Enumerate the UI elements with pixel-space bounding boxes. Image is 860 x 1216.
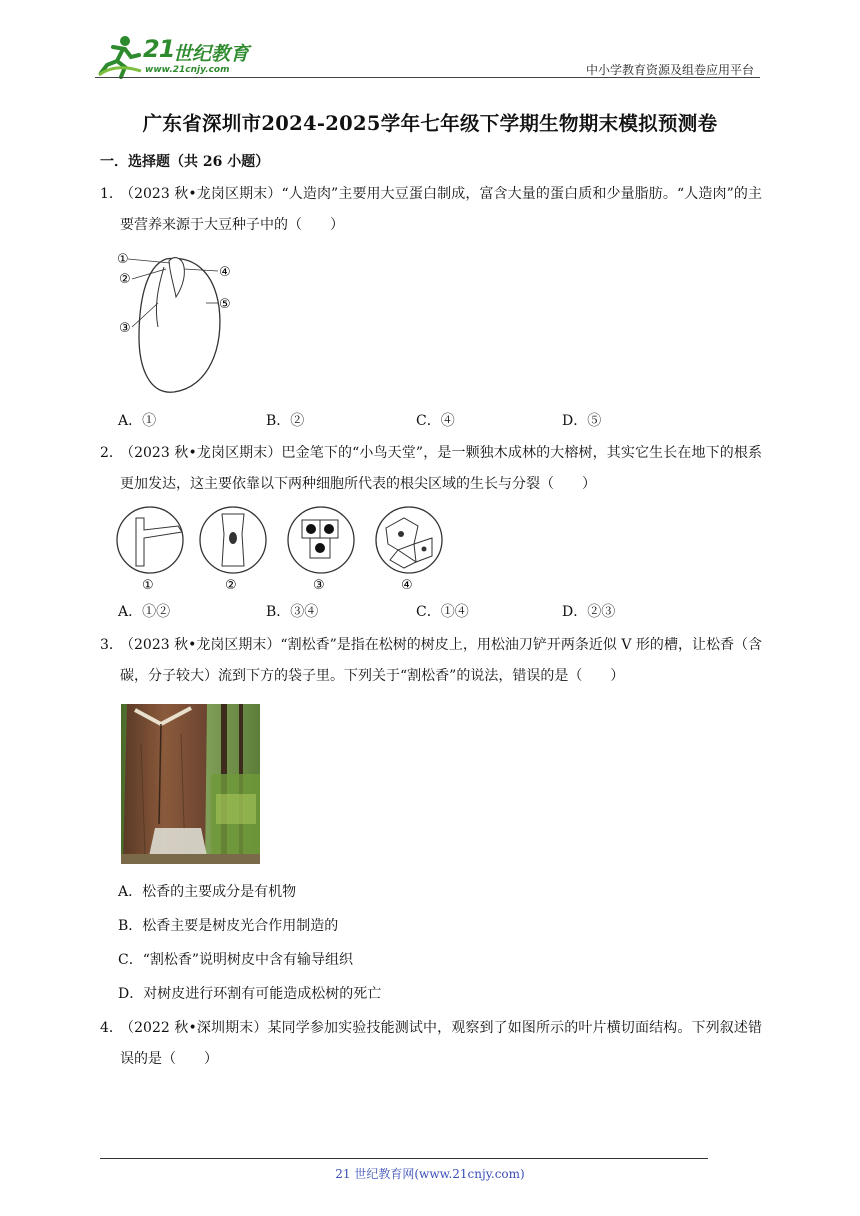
question-text: （2023 秋•龙岗区期末）“割松香”是指在松树的树皮上，用松油刀铲开两条近似 V 形的槽，让松香（含碳，分子较大）流到下方的袋子里。下列关于“割松香”的说法，错误的是（ ） [120, 637, 762, 684]
label-4: ④ [219, 265, 231, 280]
option-c[interactable]: C．①④ [416, 604, 469, 620]
label-3: ③ [313, 578, 325, 593]
label-3: ③ [119, 321, 131, 336]
logo-name: 世纪教育 [173, 43, 250, 65]
option-d[interactable]: D．对树皮进行环割有可能造成松树的死亡 [118, 986, 382, 1002]
question-number: 1． [100, 186, 123, 202]
logo-number: 21 [143, 35, 175, 63]
footer-divider [100, 1158, 708, 1159]
footer-link[interactable]: 21 世纪教育网(www.21cnjy.com) [335, 1167, 525, 1181]
section-heading: 一．选择题（共 26 小题） [100, 154, 270, 170]
label-4: ④ [401, 578, 413, 593]
label-1: ① [117, 252, 129, 267]
option-d[interactable]: D．⑤ [562, 413, 602, 429]
label-5: ⑤ [219, 297, 231, 312]
header-tagline: 中小学教育资源及组卷应用平台 [585, 63, 754, 77]
header-divider [95, 77, 760, 78]
option-b[interactable]: B．松香主要是树皮光合作用制造的 [118, 918, 339, 934]
label-2: ② [119, 272, 131, 287]
option-b[interactable]: B．③④ [266, 604, 319, 620]
option-a[interactable]: A．①② [118, 604, 171, 620]
question-1-options [118, 410, 718, 432]
question-3 [100, 630, 762, 692]
logo-url: www.21cnjy.com [145, 65, 230, 75]
root-cells-figure [114, 504, 454, 596]
question-2 [100, 438, 762, 500]
label-2: ② [225, 578, 237, 593]
page-title: 广东省深圳市2024-2025学年七年级下学期生物期末模拟预测卷 [142, 112, 718, 135]
question-text: （2023 秋•龙岗区期末）“人造肉”主要用大豆蛋白制成，富含大量的蛋白质和少量脂肪。“人造肉”的主要营养来源于大豆种子中的（ ） [120, 186, 762, 233]
option-c[interactable]: C．“割松香”说明树皮中含有输导组织 [118, 952, 354, 968]
option-c[interactable]: C．④ [416, 413, 455, 429]
option-a[interactable]: A．松香的主要成分是有机物 [118, 884, 297, 900]
question-number: 3． [100, 637, 123, 653]
label-1: ① [142, 578, 154, 593]
page-header [95, 33, 760, 83]
question-4 [100, 1013, 762, 1075]
question-number: 2． [100, 445, 123, 461]
site-logo [95, 33, 265, 79]
question-1 [100, 179, 762, 241]
option-d[interactable]: D．②③ [562, 604, 616, 620]
option-a[interactable]: A．① [118, 413, 157, 429]
question-text: （2022 秋•深圳期末）某同学参加实验技能测试中，观察到了如图所示的叶片横切面结构。下列叙述错误的是（ ） [120, 1020, 762, 1067]
question-2-options [118, 601, 718, 623]
question-number: 4． [100, 1020, 123, 1036]
runner-logo-icon [95, 33, 143, 79]
question-text: （2023 秋•龙岗区期末）巴金笔下的“小鸟天堂”，是一颗独木成林的大榕树，其实它生长在地下的根系更加发达，这主要依靠以下两种细胞所代表的根尖区域的生长与分裂（ ） [120, 445, 762, 492]
option-b[interactable]: B．② [266, 413, 305, 429]
soybean-seed-figure [114, 247, 244, 397]
pine-tree-photo [121, 704, 260, 864]
